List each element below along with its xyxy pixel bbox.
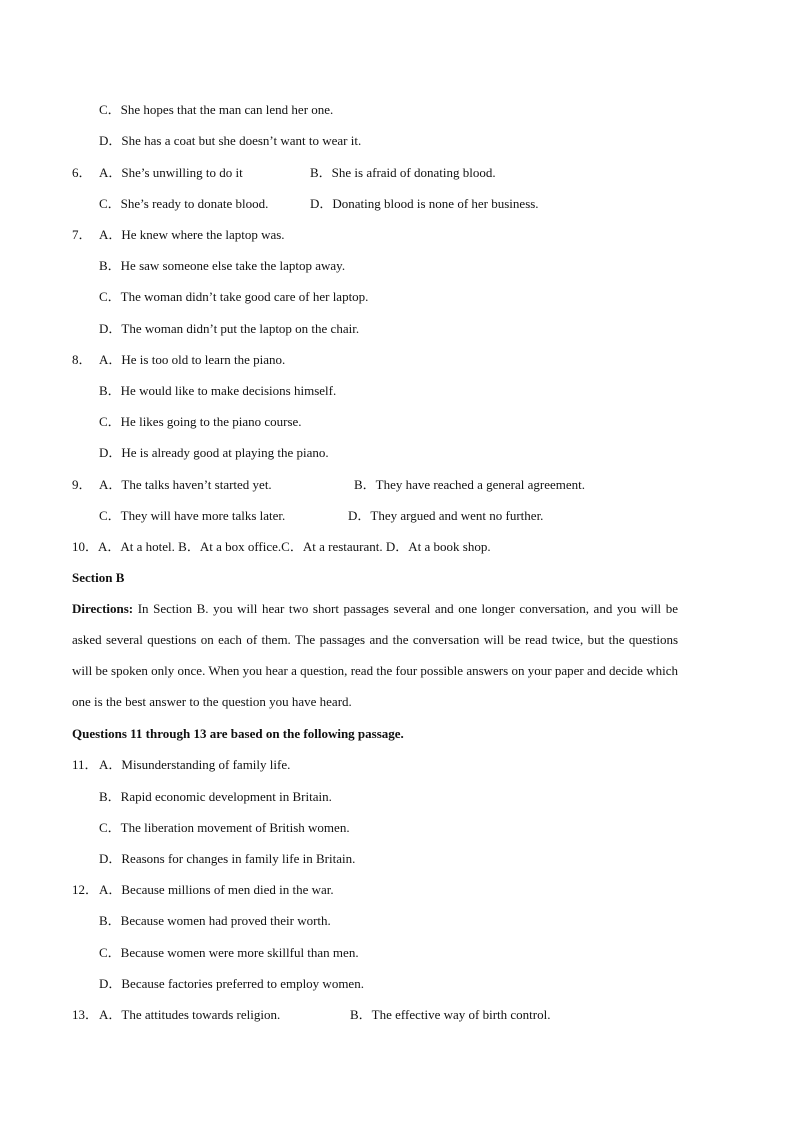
q9-number: 9． [72,477,92,492]
q13-number: 13． [72,1007,99,1022]
q12-option-a: A．Because millions of men died in the war. [99,882,334,897]
directions-label: Directions: [72,601,134,616]
q7-option-a: A．He knew where the laptop was. [99,227,285,242]
q9-option-b: B．They have reached a general agreement. [354,477,585,492]
q8-option-a: A．He is too old to learn the piano. [99,352,286,367]
q6-option-c: C．She’s ready to donate blood. [99,196,269,211]
q6-number: 6． [72,165,92,180]
q8-option-d: D．He is already good at playing the piano. [99,445,329,460]
q11-option-a: A．Misunderstanding of family life. [99,757,291,772]
q12-option-d: D．Because factories preferred to employ women. [99,976,364,991]
q11-option-c: C．The liberation movement of British women. [99,820,350,835]
q8-option-b: B．He would like to make decisions himself. [99,383,337,398]
q13-option-b: B．The effective way of birth control. [350,1007,551,1022]
q9-option-a: A．The talks haven’t started yet. [99,477,272,492]
q6-option-d: D．Donating blood is none of her business. [310,196,539,211]
q10-line: 10．A．At a hotel. B．At a box office.C．At a restaurant. D．At a book shop. [72,539,491,554]
q7-option-c: C．The woman didn’t take good care of her laptop. [99,289,369,304]
passage-heading: Questions 11 through 13 are based on the following passage. [72,726,404,741]
q12-option-b: B．Because women had proved their worth. [99,913,331,928]
q6-option-b: B．She is afraid of donating blood. [310,165,496,180]
section-b-directions [72,593,678,717]
q12-number: 12． [72,882,99,897]
q13-option-a: A．The attitudes towards religion. [99,1007,281,1022]
q9-option-c: C．They will have more talks later. [99,508,286,523]
q5-option-d: D．She has a coat but she doesn’t want to wear it. [99,133,362,148]
q11-number: 11． [72,757,98,772]
q6-option-a: A．She’s unwilling to do it [99,165,243,180]
q5-option-c: C．She hopes that the man can lend her one. [99,102,334,117]
directions-text: In Section B. you will hear two short passages several and one longer conversation, and you will be asked several questions on each of them. The passages and the conversation will be read twice, but the questions will be spoken only once. When you hear a question, read the four possible answers on your paper and decide which one is the best answer to the question you have heard. [72,601,678,709]
q7-number: 7． [72,227,92,242]
q9-option-d: D．They argued and went no further. [348,508,544,523]
q12-option-c: C．Because women were more skillful than men. [99,945,359,960]
q11-option-d: D．Reasons for changes in family life in Britain. [99,851,356,866]
q11-option-b: B．Rapid economic development in Britain. [99,789,332,804]
q8-option-c: C．He likes going to the piano course. [99,414,302,429]
q8-number: 8． [72,352,92,367]
q7-option-b: B．He saw someone else take the laptop away. [99,258,346,273]
section-b-title: Section B [72,570,125,585]
q7-option-d: D．The woman didn’t put the laptop on the chair. [99,321,360,336]
